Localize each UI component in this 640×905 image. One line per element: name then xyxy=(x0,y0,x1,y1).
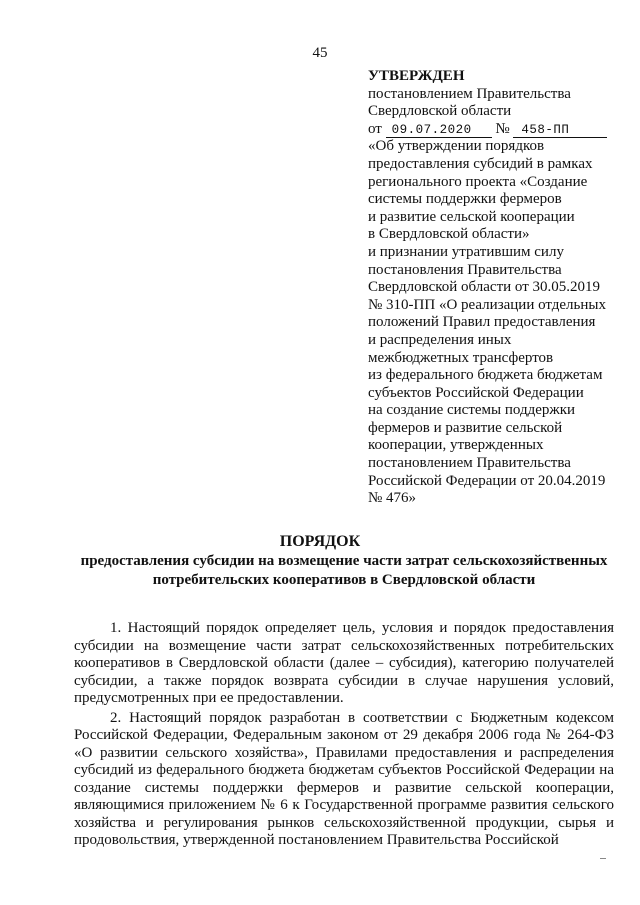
approval-line: на создание системы поддержки xyxy=(368,402,576,419)
paragraph: 2. Настоящий порядок разработан в соответствии с Бюджетным кодексом Российской Федерации, Федеральным законом от 29 декабря 2006 года № 264-ФЗ «О развитии сельского хозяйства», Правилами предоставления и распределения субсидий из федерального бюджета бюджетам субъектов Российской Федерации на создание системы поддержки фермеров и развитие сельской кооперации, являющимися приложением № 6 к Государственной программе развития сельского хозяйства и регулирования рынков сельскохозяйственной продукции, сырья и продовольствия, утвержденной постановлением Правительства Российской xyxy=(74,709,614,848)
approval-line: положений Правил предоставления xyxy=(368,314,596,331)
approval-line: системы поддержки фермеров xyxy=(368,191,562,208)
approval-line: Российской Федерации от 20.04.2019 xyxy=(368,472,606,489)
paragraph: 1. Настоящий порядок определяет цель, условия и порядок предоставления субсидии на возмещение части затрат сельскохозяйственных потребительских кооперативов в Свердловской области (далее – субсидия), категорию получателей субсидии, а также порядок возврата субсидии в случае нарушения условий, предусмотренных при ее предоставлении. xyxy=(74,620,614,706)
page-mark xyxy=(600,858,606,859)
approval-line: в Свердловской области» xyxy=(368,226,530,243)
approval-line: межбюджетных трансфертов xyxy=(368,349,554,366)
approval-line: постановления Правительства xyxy=(368,261,562,278)
approval-line: фермеров и развитие сельской xyxy=(368,419,563,436)
date-prefix: от xyxy=(368,120,382,137)
approval-number: 458-ПП xyxy=(513,123,607,138)
approval-line: из федерального бюджета бюджетам xyxy=(368,367,603,384)
approval-line: № 310-ПП «О реализации отдельных xyxy=(368,296,606,313)
subtitle-line: потребительских кооперативов в Свердловской области xyxy=(152,571,536,588)
approval-date: 09.07.2020 xyxy=(386,123,492,138)
approval-line: предоставления субсидий в рамках xyxy=(368,155,593,172)
document-subtitle xyxy=(74,552,614,589)
document-title: ПОРЯДОК xyxy=(279,533,361,550)
document-body xyxy=(74,620,614,850)
page-number: 45 xyxy=(312,45,328,61)
approval-block xyxy=(368,68,630,508)
subtitle-line: предоставления субсидии на возмещение части затрат сельскохозяйственных xyxy=(80,553,608,569)
approval-heading: УТВЕРЖДЕН xyxy=(368,68,465,84)
approval-line: регионального проекта «Создание xyxy=(368,173,588,190)
approval-line: «Об утверждении порядков xyxy=(368,138,545,155)
approval-line: постановлением Правительства xyxy=(368,455,571,472)
approval-line: и распределения иных xyxy=(368,331,512,348)
approval-line: Свердловской области xyxy=(368,103,512,120)
approval-date-line xyxy=(368,121,630,139)
approval-line: кооперации, утвержденных xyxy=(368,437,544,454)
approval-line: № 476» xyxy=(368,490,417,507)
approval-line: и развитие сельской кооперации xyxy=(368,208,575,225)
approval-line: Свердловской области от 30.05.2019 xyxy=(368,279,601,296)
number-sign: № xyxy=(495,120,510,137)
approval-line: постановлением Правительства xyxy=(368,85,571,102)
approval-line: субъектов Российской Федерации xyxy=(368,384,584,401)
approval-line: и признании утратившим силу xyxy=(368,243,564,260)
